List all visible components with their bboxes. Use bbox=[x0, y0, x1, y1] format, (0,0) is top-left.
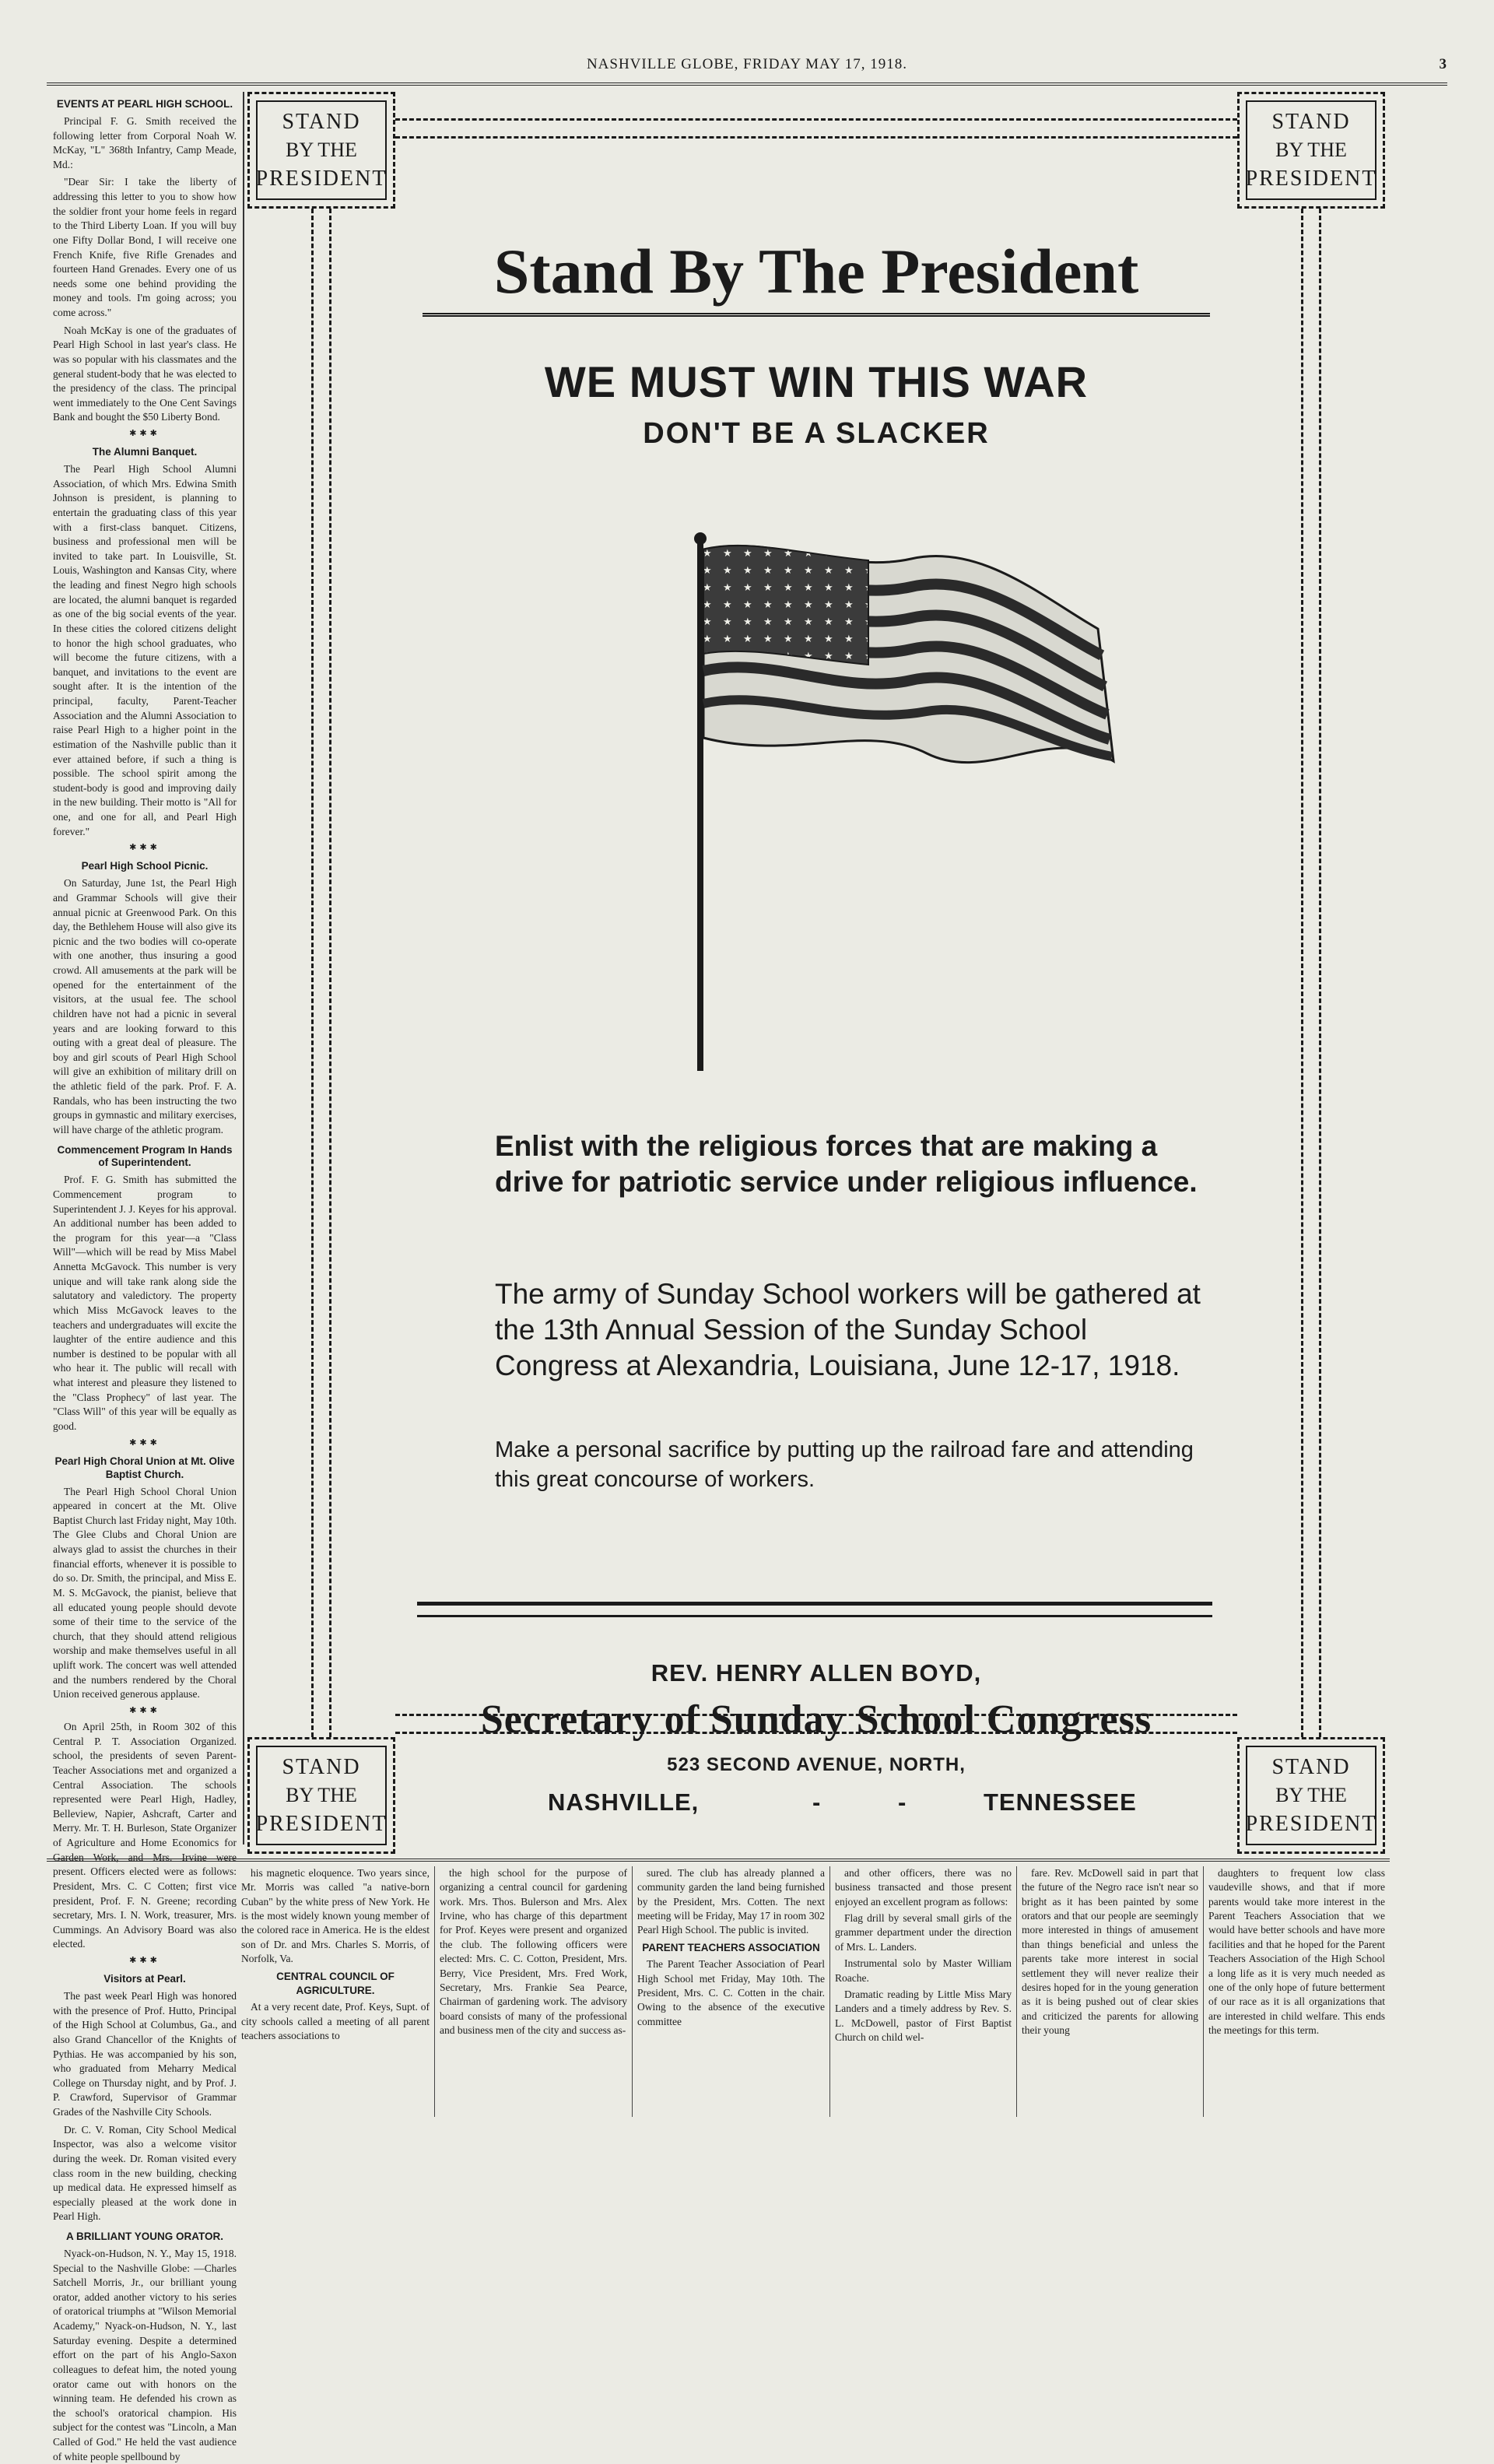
article-paragraph: Prof. F. G. Smith has submitted the Commencement program to Superintendent J. J. Keyes for his approval. An additional number has been added to the program for this year—a "Class Will"—which will be read by Miss Mabel Annetta McGavock. This number is very unique and will take rank along side the salutatory and valedictory. The property which Miss McGavock leaves to the teachers and undergraduates will excite the laughter of the entire audience and this number is destined to be popular with all who hear it. The public will recall with what interest and pleasure they listened to the "Class Prophecy" of last year. The "Class Will" of this year will be equally as good. bbox=[53, 1174, 237, 1432]
article-paragraph: Instrumental solo by Master William Roache. bbox=[835, 1957, 1012, 1984]
left-news-column bbox=[53, 92, 244, 2462]
corner-box-line: PRESIDENT bbox=[1245, 1811, 1377, 1836]
article bbox=[53, 860, 237, 1137]
ad-separator-rule bbox=[417, 1602, 1212, 1617]
article-paragraph: Dramatic reading by Little Miss Mary Landers and a timely address by Rev. S. L. McDowell, pastor of First Baptist Church on child wel- bbox=[835, 1988, 1012, 2043]
article-paragraph: On Saturday, June 1st, the Pearl High and Grammar Schools will give their annual picnic at Greenwood Park. On this day, the Bethlehem House will also give its picnic and the two bodies will co-operate with one another, thus insuring a good crowd. All amusements at the park will be opened for the entertainment of the visitors, at the usual fee. The school children have not had a picnic in several years and are looking forward to this outing with a great deal of pleasure. The boy and girl scouts of Pearl High School will give an exhibition of military drill on the athletic field of the park. Prof. F. A. Randals, who has been instructing the two groups in gymnastic and military exercises, will have charge of the athletic program. bbox=[53, 877, 237, 1135]
article-heading: PARENT TEACHERS ASSOCIATION bbox=[642, 1941, 820, 1953]
corner-box-line: STAND bbox=[282, 109, 361, 134]
article bbox=[53, 2231, 237, 2464]
left-border-rule bbox=[311, 209, 331, 1737]
article bbox=[53, 1144, 237, 1434]
bottom-column bbox=[237, 1866, 434, 2117]
article-paragraph: Nyack-on-Hudson, N. Y., May 15, 1918. Special to the Nashville Globe: —Charles Satchell Morris, Jr., our brilliant young orator, added another victory to his series of oratorical triumphs at "Wilson Memorial Academy," Nyack-on-Hudson, N. Y., last Saturday evening. Despite a determined effort on the part of his Anglo-Saxon colleagues to defeat him, the noted young orator came out with honors on the winning team. He defended his crown as the school's oratorical champion. His subject for the contest was "Lincoln, a Man Called of God." He held the vast audience of white people spellbound by bbox=[53, 2247, 237, 2462]
article-paragraph: Flag drill by several small girls of the grammer department under the direction of Mrs. L. Landers. bbox=[835, 1912, 1012, 1953]
article-heading: Pearl High Choral Union at Mt. Olive Baptist Church. bbox=[54, 1455, 235, 1480]
article-paragraph: On April 25th, in Room 302 of this Central P. T. Association Organized. school, the presidents of seven Parent-Teacher Associations met and organized a Central Association. The schools represented were Pearl High, Hadley, Belleview, Napier, Ashcraft, Carter and Merry. Mr. T. H. Burleson, State Organizer of Agriculture and Home Economics for Garden Work, and Mrs. Irvine were present. Officers elected were as follows: President, Mrs. C. C Cotten; first vice president, Prof. F. N. Greene; recording secretary, Mrs. I. N. Work, treasurer, Mrs. Cummings. An Advisory Board was also elected. bbox=[53, 1721, 237, 1950]
ad-dash: - bbox=[812, 1788, 822, 1816]
corner-box-line: BY THE bbox=[286, 1784, 357, 1807]
bottom-column bbox=[829, 1866, 1016, 2117]
bottom-column bbox=[434, 1866, 632, 2117]
separator-stars: ✱✱✱ bbox=[129, 843, 160, 853]
ad-city-row bbox=[548, 1788, 1326, 1820]
article-paragraph: Principal F. G. Smith received the following letter from Corporal Noah W. McKay, "L" 368th Infantry, Camp Meade, Md.: bbox=[53, 114, 237, 170]
article-heading: Visitors at Pearl. bbox=[103, 1973, 186, 1985]
corner-box-line: PRESIDENT bbox=[255, 166, 388, 191]
corner-box-line: STAND bbox=[282, 1754, 361, 1779]
corner-box-line: PRESIDENT bbox=[1245, 166, 1377, 191]
separator-stars: ✱✱✱ bbox=[129, 1956, 160, 1966]
article-paragraph: The Pearl High School Alumni Association, of which Mrs. Edwina Smith Johnson is president, is planning to entertain the graduating class of this year with a first-class banquet. Citizens, business and professional men will be invited to take part. In Louisville, St. Louis, Washington and Kansas City, where the leading and finest Negro high schools are located, the alumni banquet is regarded as one of the big social events of the year. In these cities the colored citizens delight to honor the high school graduates, who will become the future citizens, with a banquet, and invitations to the event are sought after. It is the intention of the principal, faculty, Parent-Teacher Association and the Alumni Association to raise Pearl High to a higher point in the estimation of the Nashville public than it ever attained before, if such a thing is possible. The school spirit among the student-body is good and improving daily in the new building. Their motto is "All for one, and one for all, and Pearl High forever." bbox=[53, 463, 237, 837]
article-paragraph: "Dear Sir: I take the liberty of addressing this letter to you to show how the soldier front your home feels in regard to the Third Liberty Loan. If you will buy one Fifty Dollar Bond, I will receive one French Knife, five Rifle Grenades and fourteen Hand Grenades. Every one of us needs some one behind providing the money and tools. I'm going across; you come across." bbox=[53, 176, 237, 318]
flag-pole-finial bbox=[694, 532, 707, 545]
corner-box-top-left bbox=[247, 92, 395, 209]
article-heading: Pearl High School Picnic. bbox=[81, 860, 209, 872]
masthead bbox=[47, 56, 1447, 86]
masthead-text: NASHVILLE GLOBE, FRIDAY MAY 17, 1918. bbox=[586, 56, 908, 72]
ad-city: NASHVILLE, bbox=[548, 1788, 700, 1816]
corner-box-bottom-left bbox=[247, 1737, 395, 1854]
article-paragraph: fare. Rev. McDowell said in part that the future of the Negro race isn't near so bright as it has been painted by some orators and that our people are seemingly more interested in things of amusement than things beneficial and unless the parents take more interest in social settlement they will never realize their desires hoped for in the young generation as it is being pushed out of clear skies and criticized the parents for allowing their young bbox=[1022, 1867, 1198, 2036]
page-number: 3 bbox=[1439, 56, 1447, 72]
article bbox=[53, 98, 237, 425]
bottom-column bbox=[632, 1866, 829, 2117]
ad-signatory-name: REV. HENRY ALLEN BOYD, bbox=[651, 1659, 982, 1687]
right-border-rule bbox=[1301, 209, 1321, 1737]
ad-state: TENNESSEE bbox=[984, 1788, 1137, 1816]
article-paragraph: and other officers, there was no business transacted and those present enjoyed an excellent program as follows: bbox=[835, 1867, 1012, 1908]
corner-box-top-right bbox=[1237, 92, 1385, 209]
article-heading: Commencement Program In Hands of Superintendent. bbox=[57, 1143, 233, 1169]
article-heading: EVENTS AT PEARL HIGH SCHOOL. bbox=[56, 98, 233, 110]
bottom-column bbox=[1016, 1866, 1203, 2117]
ad-signatory-title: Secretary of Sunday School Congress bbox=[480, 1697, 1152, 1742]
flag-cloth bbox=[703, 546, 1113, 762]
ad-headline: Stand By The President bbox=[423, 238, 1210, 317]
separator-stars: ✱✱✱ bbox=[129, 1705, 160, 1715]
flag-star-field bbox=[703, 546, 868, 665]
ad-body-sacrifice: Make a personal sacrifice by putting up the railroad fare and attending this great concourse of workers. bbox=[495, 1437, 1194, 1493]
article-paragraph: The past week Pearl High was honored with the presence of Prof. Hutto, Principal of the High School at Columbus, Ga., and also Grand Chancellor of the Knights of Pythias. He was accompanied by his son, who graduated from Meharry Medical College on Thursday night, and by Prof. J. P. Crawford, Supervisor of Grammar Grades of the Nashville City Schools. bbox=[53, 1990, 237, 2118]
corner-box-line: BY THE bbox=[286, 139, 357, 162]
corner-box-line: STAND bbox=[1271, 109, 1351, 134]
article-paragraph: the high school for the purpose of organizing a central council for gardening work. Mrs. Thos. Bulerson and Mrs. Alex Irvine, who has charge of this department for Prof. Keyes were present and organized the club. The following officers were elected: Mrs. C. C. Cotton, President, Mrs. Berry, Vice President, Mrs. Fred Work, Secretary, Mrs. Frankie Sea Pearce, Chairman of gardening work. The advisory board consists of many of the professional and business men of the city and success as- bbox=[440, 1867, 627, 2036]
separator-stars: ✱✱✱ bbox=[129, 1437, 160, 1448]
article-paragraph: sured. The club has already planned a community garden the land being furnished by the President, Mrs. Cotten. The next meeting will be Friday, May 17 in room 302 Pearl High School. The public is invited. bbox=[637, 1867, 825, 1936]
article-paragraph: The Parent Teacher Association of Pearl High School met Friday, May 10th. The President, Mrs. C. C. Cotten in the chair. Owing to the absence of the executive committee bbox=[637, 1958, 825, 2027]
article-paragraph: daughters to frequent low class vaudeville shows, and that if more parents would take more interest in the Parent Teachers Association that we would have better schools and have more facilities and that he hoped for the Parent Teachers Association of the High School a long life as it is very much needed as one of the only hope of future betterment of our race as it is all organizations that are interested in child welfare. This ends the meetings for this term. bbox=[1208, 1867, 1385, 2036]
article bbox=[53, 446, 237, 839]
article-heading: CENTRAL COUNCIL OF AGRICULTURE. bbox=[276, 1970, 395, 1996]
stand-by-president-advertisement bbox=[247, 92, 1385, 1854]
article-paragraph: his magnetic eloquence. Two years since, Mr. Morris was called "a native-born Cuban" by the white press of New York. He is the most widely known young member of the colored race in America. He is the eldest son of Dr. and Mrs. Charles S. Morris, of Norfolk, Va. bbox=[241, 1867, 430, 1965]
article-heading: A BRILLIANT YOUNG ORATOR. bbox=[66, 2231, 223, 2243]
corner-box-line: STAND bbox=[1271, 1754, 1351, 1779]
ad-subhead-slacker: DON'T BE A SLACKER bbox=[643, 417, 990, 450]
separator-stars: ✱✱✱ bbox=[129, 429, 160, 438]
corner-box-line: BY THE bbox=[1275, 139, 1347, 162]
ad-dash: - bbox=[898, 1788, 907, 1816]
ad-address: 523 SECOND AVENUE, NORTH, bbox=[667, 1754, 966, 1775]
bottom-news-row bbox=[47, 1859, 1390, 2118]
article-paragraph: The Pearl High School Choral Union appeared in concert at the Mt. Olive Baptist Church last Friday night, May 10th. The Glee Clubs and Choral Union are always glad to assist the churches in their financial efforts, whenever it is possible to do so. Dr. Smith, the principal, and Miss E. M. S. McGavock, the pianist, believe that all educated young people should devote some of their time to the service of the church, that they should attend religious worship and make themselves useful in all uplift work. The concert was well attended and the numbers rendered by the Choral Union received generous applause. bbox=[53, 1485, 237, 1701]
bottom-column bbox=[1203, 1866, 1390, 2117]
article-paragraph: Dr. C. V. Roman, City School Medical Inspector, was also a welcome visitor during the week. Dr. Roman visited every class room in the new building, checking up medical data. He expressed himself as especially pleased at the work done in Pearl High. bbox=[53, 2123, 237, 2223]
article bbox=[53, 1455, 237, 1702]
article-paragraph: At a very recent date, Prof. Keys, Supt. of city schools called a meeting of all parent teachers associations to bbox=[241, 2001, 430, 2041]
ad-body-enlist: Enlist with the religious forces that are making a drive for patriotic service under religious influence. bbox=[495, 1130, 1198, 1198]
ad-subhead-win-war: WE MUST WIN THIS WAR bbox=[544, 357, 1089, 406]
corner-box-line: PRESIDENT bbox=[255, 1811, 388, 1836]
article-paragraph: Noah McKay is one of the graduates of Pearl High School in last year's class. He was so popular with his classmates and the general student-body that he was elected to the presidency of the class. The principal went immediately to the One Cent Savings Bank and bought the $50 Liberty Bond. bbox=[53, 324, 237, 423]
american-flag-illustration bbox=[678, 528, 1129, 1072]
corner-box-line: BY THE bbox=[1275, 1784, 1347, 1807]
ad-body-congress: The army of Sunday School workers will be gathered at the 13th Annual Session of the Sunday School Congress at Alexandria, Louisiana, June 12-17, 1918. bbox=[495, 1278, 1201, 1381]
top-border-rule bbox=[395, 118, 1237, 139]
article-heading: The Alumni Banquet. bbox=[92, 446, 198, 458]
